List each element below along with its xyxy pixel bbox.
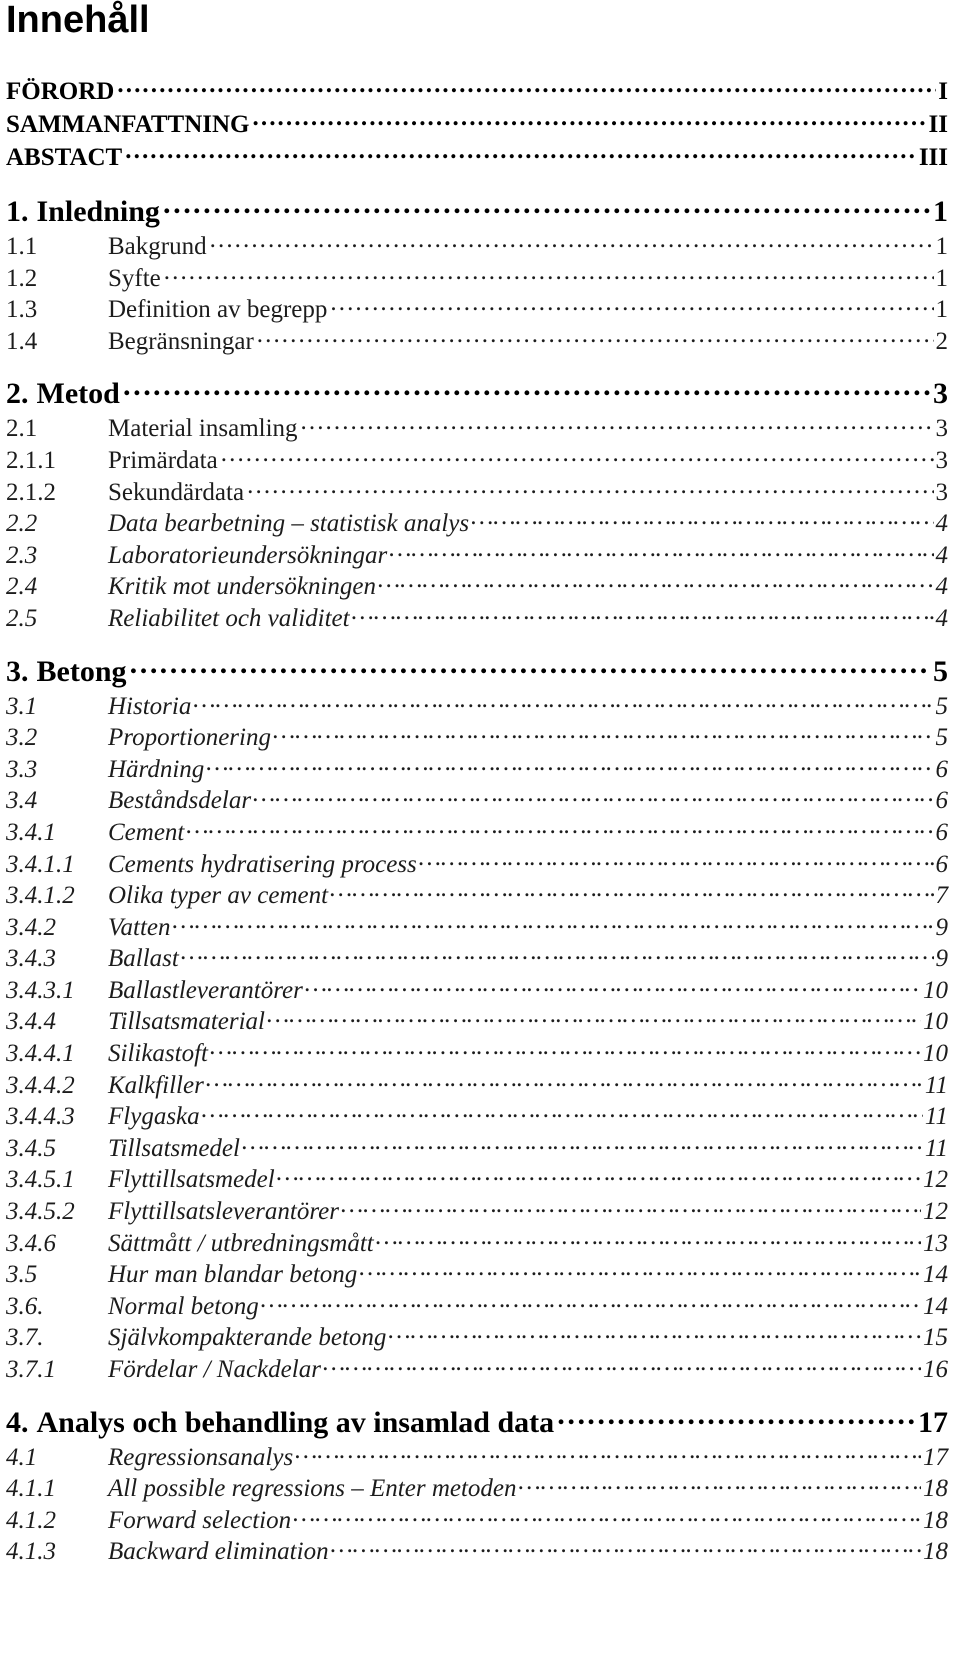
toc-entry-label: Material insamling [108,415,298,443]
toc-entry[interactable] [6,411,948,443]
toc-entry-page: 11 [924,1103,948,1131]
dot-leader [378,569,933,594]
toc-entry-number: 3.6. [6,1292,44,1320]
toc-entry-page: 18 [923,1506,948,1534]
toc-entry-label: Kalkfiller [108,1071,204,1099]
toc-entry-label: Definition av begrepp [108,296,328,324]
toc-entry[interactable] [6,1131,948,1163]
chapter-list [6,191,948,1566]
dot-leader [519,1471,921,1496]
toc-entry-sammanfattning[interactable] [6,107,948,140]
toc-entry[interactable] [6,689,948,721]
toc-entry-page: 2 [935,327,948,355]
toc-entry-page: 1 [935,264,948,292]
toc-entry-number: 3.4.1 [6,818,56,846]
dot-leader [329,292,933,317]
toc-entry[interactable] [6,815,948,847]
toc-entry[interactable] [6,1471,948,1503]
dot-leader [206,1068,923,1093]
toc-entry-page: 11 [924,1071,948,1099]
toc-entry-number: 3.4.4.2 [6,1071,75,1099]
chapter-number: 3. [6,654,29,688]
chapter-page: 3 [933,377,948,411]
toc-chapter-heading[interactable] [6,1402,948,1440]
dot-leader [220,443,934,468]
toc-entry-number: 2.3 [6,541,38,569]
toc-entry-number: 2.5 [6,604,38,632]
toc-entry-label: Silikastoft [108,1040,208,1068]
chapter-group [6,651,948,1384]
dot-leader [359,1257,921,1282]
toc-entry-label: Forward selection [108,1506,292,1534]
toc-entry-page: 4 [935,573,948,601]
toc-entry-page: 6 [935,787,948,815]
toc-entry[interactable] [6,1289,948,1321]
toc-entry-page: III [918,144,948,171]
toc-entry-number: 3.4.6 [6,1229,56,1257]
toc-chapter-heading[interactable] [6,373,948,411]
toc-entry-page: 15 [923,1324,948,1352]
toc-entry-page: 18 [923,1538,948,1566]
toc-entry[interactable] [6,1194,948,1226]
toc-entry-number: 4.1.1 [6,1475,56,1503]
dot-leader [253,783,933,808]
toc-entry-page: 10 [923,976,948,1004]
toc-entry-page: 18 [923,1475,948,1503]
toc-entry-number: 3.4.4.3 [6,1103,75,1131]
toc-entry[interactable] [6,1036,948,1068]
toc-entry-number: 2.1 [6,415,38,443]
toc-entry-page: 1 [935,296,948,324]
toc-entry-label: Syfte [108,264,161,292]
dot-leader [323,1352,921,1377]
toc-entry-number: 1.1 [6,233,38,260]
page-title: Innehåll [6,0,150,41]
toc-entry[interactable] [6,878,948,910]
dot-leader [202,1099,923,1124]
dot-leader [341,1194,921,1219]
toc-entry-label: Historia [108,692,192,720]
dot-leader [388,1320,921,1345]
dot-leader [163,261,934,286]
toc-entry[interactable] [6,601,948,633]
dot-leader [181,941,934,966]
toc-entry-number: 3.4.3 [6,945,56,973]
toc-entry-label: Flyttillsatsmedel [108,1166,275,1194]
toc-entry-number: 3.7.1 [6,1356,56,1383]
toc-entry-page: 4 [935,604,948,632]
dot-leader [330,878,933,903]
toc-entry-number: 3.4.1.2 [6,882,75,910]
dot-leader [277,1162,921,1187]
toc-entry-number: 3.4.1.1 [6,850,75,878]
toc-entry-number: 3.4.5 [6,1134,56,1162]
toc-entry-number: 3.4.3.1 [6,976,75,1004]
dot-leader [295,1440,921,1465]
toc-entry[interactable] [6,506,948,538]
dot-leader [376,1226,921,1251]
toc-entry[interactable] [6,538,948,570]
chapter-page: 1 [933,195,948,228]
toc-entry-number: 4.1 [6,1443,38,1471]
toc-entry-page: 17 [923,1443,948,1471]
toc-entry[interactable] [6,847,948,879]
toc-chapter-heading[interactable] [6,651,948,689]
toc-entry-number: 1.3 [6,296,38,324]
toc-entry-label: ABSTACT [6,144,123,171]
dot-leader [209,229,934,254]
dot-leader [256,324,934,349]
dot-leader [116,74,936,99]
toc-entry-page: 3 [935,415,948,443]
toc-entry-page: 10 [923,1008,948,1036]
toc-entry[interactable] [6,910,948,942]
toc-entry-number: 3.1 [6,692,38,720]
toc-entry-page: 14 [923,1261,948,1289]
toc-entry-abstact[interactable] [6,140,948,173]
toc-entry[interactable] [6,261,948,293]
dot-leader [471,506,933,531]
dot-leader [122,373,931,403]
dot-leader [210,1036,921,1061]
toc-entry-label: Data bearbetning – statistisk analys [108,510,470,538]
toc-entry-number: 3.3 [6,755,38,783]
toc-entry[interactable] [6,1004,948,1036]
toc-entry-page: 1 [935,233,948,260]
toc-entry[interactable] [6,1068,948,1100]
dot-leader [419,847,934,872]
front-matter [6,74,948,173]
toc-entry-label: Vatten [108,913,171,941]
dot-leader [389,538,933,563]
dot-leader [129,651,932,681]
dot-leader [273,720,934,745]
chapter-label: Betong [36,654,127,688]
toc-entry-label: Reliabilitet och validitet [108,604,350,632]
dot-leader [173,910,934,935]
chapter-label: Inledning [36,195,160,228]
toc-entry-page: 5 [935,692,948,720]
toc-entry-page: 7 [935,882,948,910]
table-of-contents [6,0,948,1566]
chapter-number: 2. [6,377,29,411]
toc-entry[interactable] [6,1320,948,1352]
toc-entry[interactable] [6,973,948,1005]
toc-entry-number: 2.4 [6,573,38,601]
dot-leader [267,1004,921,1029]
toc-entry[interactable] [6,1534,948,1566]
dot-leader [352,601,934,626]
toc-entry-page: 9 [935,913,948,941]
toc-entry-label: Tillsatsmaterial [108,1008,265,1036]
chapter-number: 1. [6,195,29,228]
toc-entry-page: 10 [923,1040,948,1068]
chapter-number: 4. [6,1405,29,1439]
toc-entry-number: 1.4 [6,327,38,355]
toc-entry-number: 3.4.5.2 [6,1198,75,1226]
dot-leader [193,689,933,714]
toc-entry[interactable] [6,1440,948,1472]
chapter-group [6,1402,948,1566]
toc-entry-label: FÖRORD [6,78,115,105]
toc-entry-label: Begränsningar [108,327,254,355]
toc-entry-number: 3.4.4 [6,1008,56,1036]
toc-entry[interactable] [6,1257,948,1289]
toc-entry-label: Cements hydratisering process [108,850,417,878]
toc-entry-label: All possible regressions – Enter metoden [108,1475,517,1503]
toc-entry-number: 4.1.3 [6,1538,56,1566]
dot-leader [242,1131,923,1156]
toc-entry-page: 16 [923,1356,948,1383]
toc-entry-page: I [938,78,948,105]
dot-leader [246,475,933,500]
dot-leader [206,752,933,777]
toc-entry-label: SAMMANFATTNING [6,111,250,138]
toc-entry-number: 3.7. [6,1324,44,1352]
toc-entry[interactable] [6,443,948,475]
chapter-page: 5 [933,654,948,688]
toc-entry[interactable] [6,324,948,356]
toc-entry[interactable] [6,475,948,507]
toc-entry[interactable] [6,1226,948,1258]
toc-entry-page: 11 [924,1134,948,1162]
toc-entry-number: 3.4.4.1 [6,1040,75,1068]
toc-entry[interactable] [6,783,948,815]
toc-entry-page: 14 [923,1292,948,1320]
toc-entry-page: 9 [935,945,948,973]
toc-entry-number: 3.4 [6,787,38,815]
toc-entry-number: 2.1.1 [6,446,56,474]
toc-entry-label: Cement [108,818,185,846]
toc-entry-label: Kritik mot undersökningen [108,573,377,601]
chapter-label: Metod [36,377,120,411]
toc-entry-page: 6 [935,850,948,878]
toc-entry-label: Hur man blandar betong [108,1261,358,1289]
toc-entry-label: Ballastleverantörer [108,976,303,1004]
dot-leader [186,815,933,840]
toc-entry-page: 3 [935,478,948,506]
toc-entry[interactable] [6,229,948,261]
toc-entry[interactable] [6,1352,948,1384]
chapter-page: 17 [918,1405,948,1439]
chapter-label: Analys och behandling av insamlad data [36,1405,555,1439]
toc-entry-label: Sättmått / utbredningsmått [108,1229,374,1257]
dot-leader [556,1402,916,1432]
dot-leader [252,107,927,132]
toc-entry-number: 4.1.2 [6,1506,56,1534]
toc-entry-page: 13 [923,1229,948,1257]
toc-entry-forord[interactable] [6,74,948,107]
toc-entry-label: Bakgrund [108,233,207,260]
toc-entry-label: Flyttillsatsleverantörer [108,1198,339,1226]
toc-entry-label: Sekundärdata [108,478,245,506]
toc-entry-label: Tillsatsmedel [108,1134,240,1162]
toc-entry[interactable] [6,1099,948,1131]
dot-leader [305,973,921,998]
toc-entry-label: Flygaska [108,1103,200,1131]
toc-entry-page: 5 [935,724,948,752]
toc-entry-label: Regressionsanalys [108,1443,294,1471]
toc-entry-page: 12 [923,1198,948,1226]
toc-entry-number: 2.2 [6,510,38,538]
dot-leader [162,191,931,221]
toc-entry-label: Laboratorieundersökningar [108,541,388,569]
toc-entry-label: Backward elimination [108,1538,329,1566]
toc-entry[interactable] [6,292,948,324]
toc-entry-label: Ballast [108,945,179,973]
toc-entry-label: Olika typer av cement [108,882,329,910]
toc-entry[interactable] [6,752,948,784]
dot-leader [293,1503,921,1528]
toc-entry-number: 3.4.2 [6,913,56,941]
toc-entry-page: 3 [935,446,948,474]
toc-entry-number: 3.4.5.1 [6,1166,75,1194]
toc-entry-page: 6 [935,755,948,783]
toc-entry-label: Självkompakterande betong [108,1324,387,1352]
toc-entry-number: 1.2 [6,264,38,292]
toc-entry[interactable] [6,1503,948,1535]
dot-leader [124,140,917,165]
toc-entry-page: II [928,111,948,138]
toc-entry[interactable] [6,941,948,973]
dot-leader [261,1289,921,1314]
chapter-group [6,373,948,632]
toc-entry-label: Proportionering [108,724,271,752]
toc-entry-number: 3.2 [6,724,38,752]
toc-entry-label: Normal betong [108,1292,259,1320]
toc-chapter-heading[interactable] [6,191,948,229]
toc-entry-label: Härdning [108,755,205,783]
dot-leader [300,411,934,436]
toc-entry-page: 12 [923,1166,948,1194]
toc-entry-label: Fördelar / Nackdelar [108,1356,321,1383]
toc-entry-page: 4 [935,541,948,569]
toc-entry[interactable] [6,569,948,601]
toc-entry-label: Beståndsdelar [108,787,252,815]
toc-entry-page: 4 [935,510,948,538]
toc-entry[interactable] [6,720,948,752]
toc-entry-number: 2.1.2 [6,478,56,506]
toc-entry[interactable] [6,1162,948,1194]
toc-entry-label: Primärdata [108,446,218,474]
dot-leader [331,1534,921,1559]
toc-entry-page: 6 [935,818,948,846]
chapter-group [6,191,948,355]
toc-entry-number: 3.5 [6,1261,38,1289]
